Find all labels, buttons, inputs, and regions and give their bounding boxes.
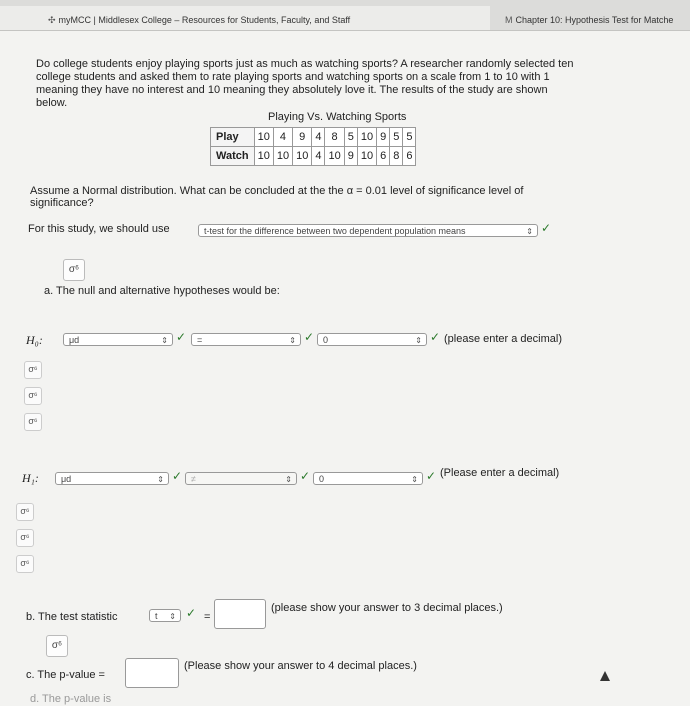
sigma-symbol-button[interactable]: σ⁶ bbox=[24, 413, 42, 431]
sigma-symbol-button[interactable]: σ⁶ bbox=[16, 555, 34, 573]
table-cell: 8 bbox=[390, 147, 403, 166]
h1-value-select[interactable] bbox=[313, 472, 423, 485]
table-cell: 9 bbox=[344, 147, 357, 166]
sigma-symbol-button[interactable]: σ⁶ bbox=[63, 259, 85, 281]
data-table bbox=[210, 127, 416, 166]
select-arrows-icon: ⇕ bbox=[169, 612, 176, 621]
select-arrows-icon: ⇕ bbox=[289, 336, 296, 345]
table-cell: 5 bbox=[403, 128, 416, 147]
table-cell: 8 bbox=[325, 128, 344, 147]
table-cell: 9 bbox=[293, 128, 312, 147]
mouse-cursor-icon bbox=[600, 671, 610, 681]
select-arrows-icon: ⇕ bbox=[285, 475, 292, 484]
check-icon: ✓ bbox=[176, 330, 187, 344]
test-statistic-select[interactable] bbox=[149, 609, 181, 622]
h0-value: 0 bbox=[323, 335, 329, 345]
table-cell: 10 bbox=[273, 147, 292, 166]
question-line-2: college students and asked them to rate playing sports and watching sports on a scale from 1 to 10 with 1 bbox=[36, 71, 550, 83]
table-cell: 4 bbox=[312, 147, 325, 166]
select-arrows-icon: ⇕ bbox=[526, 227, 533, 236]
question-line-4: below. bbox=[36, 97, 68, 109]
sigma-symbol-button[interactable]: σ⁶ bbox=[16, 503, 34, 521]
table-cell: 10 bbox=[254, 128, 273, 147]
part-a-label: a. The null and alternative hypotheses would be: bbox=[44, 285, 280, 297]
check-icon: ✓ bbox=[541, 221, 552, 235]
check-icon: ✓ bbox=[304, 330, 315, 344]
table-row-watch bbox=[211, 147, 416, 166]
gmail-icon: M bbox=[505, 15, 513, 25]
sigma-symbol-button[interactable]: σ⁶ bbox=[24, 387, 42, 405]
h1-parameter-value: μd bbox=[61, 474, 72, 484]
part-d-label: d. The p-value is bbox=[30, 693, 112, 705]
table-cell: 9 bbox=[377, 128, 390, 147]
question-content bbox=[0, 31, 690, 705]
select-arrows-icon: ⇕ bbox=[411, 475, 418, 484]
assume-line-1: Assume a Normal distribution. What can be concluded at the the α = 0.01 level of significance level of bbox=[30, 185, 524, 197]
p-value-input[interactable] bbox=[125, 658, 179, 688]
select-arrows-icon: ⇕ bbox=[157, 475, 164, 484]
sigma-symbol-button[interactable]: σ⁶ bbox=[46, 635, 68, 657]
check-icon: ✓ bbox=[430, 330, 441, 344]
part-c-note: (Please show your answer to 4 decimal places.) bbox=[184, 660, 417, 672]
sigma-symbol-button[interactable]: σ⁶ bbox=[16, 529, 34, 547]
table-cell: 4 bbox=[273, 128, 292, 147]
equals-sign: = bbox=[204, 611, 211, 623]
row-label: Play bbox=[211, 128, 255, 147]
table-title: Playing Vs. Watching Sports bbox=[268, 111, 407, 123]
table-row-play bbox=[211, 128, 416, 147]
test-statistic-value: t bbox=[155, 611, 158, 621]
test-type-value: t-test for the difference between two dependent population means bbox=[204, 226, 466, 236]
h0-operator-value: = bbox=[197, 335, 203, 345]
select-arrows-icon: ⇕ bbox=[161, 336, 168, 345]
mymcc-icon: ✣ bbox=[48, 15, 56, 25]
h0-operator-select[interactable] bbox=[191, 333, 301, 346]
tab-chapter10-title[interactable]: M Chapter 10: Hypothesis Test for Matche bbox=[505, 15, 674, 25]
h1-value: 0 bbox=[319, 474, 325, 484]
table-cell: 4 bbox=[312, 128, 325, 147]
h0-parameter-value: μd bbox=[69, 335, 80, 345]
check-icon: ✓ bbox=[426, 469, 437, 483]
test-statistic-input[interactable] bbox=[214, 599, 266, 629]
h0-parameter-select[interactable] bbox=[63, 333, 173, 346]
h0-label: H₀: bbox=[26, 333, 43, 347]
check-icon: ✓ bbox=[186, 606, 197, 620]
h0-note: (please enter a decimal) bbox=[444, 333, 563, 345]
part-c-label: c. The p-value = bbox=[26, 669, 105, 681]
row-label: Watch bbox=[211, 147, 255, 166]
part-b-label: b. The test statistic bbox=[26, 611, 118, 623]
table-cell: 10 bbox=[254, 147, 273, 166]
sigma-symbol-button[interactable]: σ⁶ bbox=[24, 361, 42, 379]
question-line-3: meaning they have no interest and 10 meaning they absolutely love it. The results of the study are shown bbox=[36, 84, 548, 96]
table-cell: 10 bbox=[357, 128, 376, 147]
select-arrows-icon: ⇕ bbox=[415, 336, 422, 345]
h1-operator-value: ≠ bbox=[191, 474, 196, 484]
table-cell: 5 bbox=[390, 128, 403, 147]
h0-value-select[interactable] bbox=[317, 333, 427, 346]
check-icon: ✓ bbox=[300, 469, 311, 483]
h1-note: (Please enter a decimal) bbox=[440, 467, 560, 479]
table-cell: 6 bbox=[403, 147, 416, 166]
table-cell: 10 bbox=[357, 147, 376, 166]
browser-tab-bar bbox=[0, 0, 690, 31]
part-b-note: (please show your answer to 3 decimal places.) bbox=[271, 602, 503, 614]
tab-mymcc-title[interactable]: ✣ myMCC | Middlesex College – Resources for Students, Faculty, and Staff bbox=[48, 15, 351, 25]
test-type-select[interactable] bbox=[198, 224, 538, 237]
table-cell: 10 bbox=[325, 147, 344, 166]
table-cell: 6 bbox=[377, 147, 390, 166]
table-cell: 5 bbox=[344, 128, 357, 147]
h1-label: H₁: bbox=[22, 471, 39, 485]
assume-line-2: significance? bbox=[30, 197, 94, 209]
question-line-1: Do college students enjoy playing sports just as much as watching sports? A researcher randomly selected ten bbox=[36, 58, 574, 70]
h1-operator-select[interactable] bbox=[185, 472, 297, 485]
table-cell: 10 bbox=[293, 147, 312, 166]
check-icon: ✓ bbox=[172, 469, 183, 483]
study-label: For this study, we should use bbox=[28, 223, 170, 235]
h1-parameter-select[interactable] bbox=[55, 472, 169, 485]
